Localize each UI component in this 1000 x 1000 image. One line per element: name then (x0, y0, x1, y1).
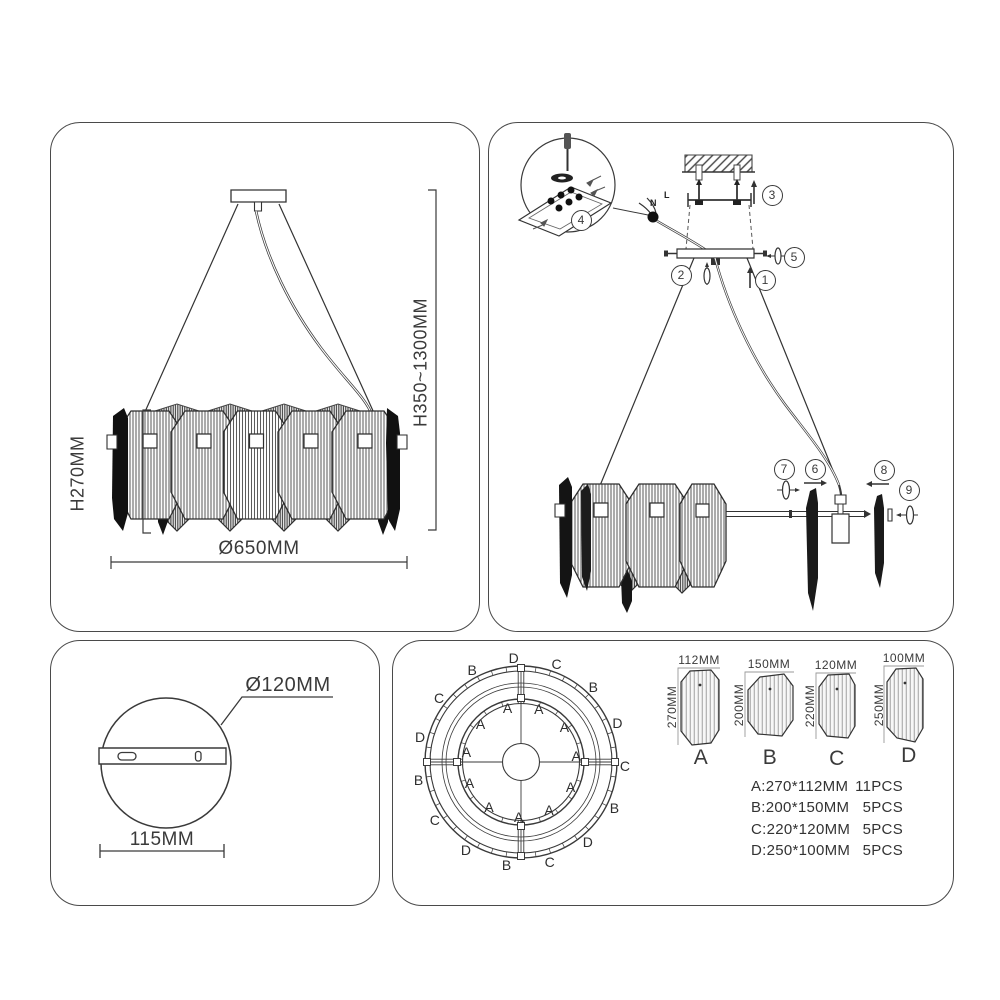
step-5-badge: 5 (784, 247, 805, 268)
parts-list-row (751, 799, 903, 819)
topview-piece-label-a: A (565, 779, 576, 796)
side-screw-icon (664, 251, 677, 257)
parts-list-row (751, 842, 903, 862)
arrow-up-step3 (751, 180, 757, 204)
arrow-left-step8 (866, 481, 889, 487)
step-1-badge: 1 (755, 270, 776, 291)
step-3-badge: 3 (762, 185, 783, 206)
piece-c-height: 220MM (803, 684, 817, 728)
topview-piece-label-a: A (571, 748, 581, 765)
dim-diameter: Ø650MM (218, 538, 300, 559)
topview-piece-label-a: A (475, 715, 486, 732)
topview-piece-label-a: A (544, 801, 554, 818)
side-screw-icon (754, 251, 767, 257)
finial-nut-step7 (777, 481, 800, 499)
panel-installation (488, 122, 954, 632)
part-spec: C:220*120MM (751, 821, 851, 838)
step-4-badge: 4 (571, 210, 592, 231)
finial-nut-step2 (704, 262, 710, 285)
piece-d-letter: D (901, 744, 917, 767)
crystal-drum (107, 404, 407, 535)
screw-icon (695, 179, 703, 205)
dim-hanging-height: H350~1300MM (410, 297, 431, 428)
topview-piece-label-a: A (484, 799, 494, 816)
piece-b-height: 200MM (732, 683, 746, 727)
anchor-plug-icon (696, 165, 702, 180)
topview-piece-label-c: C (544, 853, 555, 870)
topview-piece-label-d: D (508, 650, 519, 667)
part-qty: 5PCS (862, 821, 903, 838)
topview-piece-label-c: C (433, 689, 445, 706)
part-qty: 5PCS (862, 799, 903, 816)
lamp-socket (832, 485, 849, 543)
step-7-badge: 7 (774, 459, 795, 480)
installation-drawing (489, 123, 953, 631)
mounting-bracket (688, 179, 751, 207)
leader-line (221, 697, 333, 725)
piece-c-letter: C (829, 747, 845, 770)
topview-piece-label-d: D (582, 833, 593, 850)
topview-piece-label-d: D (415, 728, 426, 745)
slot-hole-icon (196, 752, 202, 762)
topview-piece-label-a: A (514, 809, 524, 826)
panel-front-view (50, 122, 480, 632)
step-6-badge: 6 (805, 459, 826, 480)
hanging-cables (599, 258, 839, 488)
power-cord (256, 211, 372, 415)
part-qty: 11PCS (855, 778, 903, 795)
wire-nut-icon (648, 212, 659, 223)
step-2-badge: 2 (671, 265, 692, 286)
piece-d-width: 100MM (882, 651, 926, 665)
panel-canopy-view (50, 640, 380, 906)
piece-c-width: 120MM (814, 658, 858, 672)
canopy-crossbar (99, 748, 226, 764)
topview-piece-label-a: A (559, 719, 570, 736)
topview-piece-label-a: A (502, 700, 513, 717)
crystal-panel-edge (874, 494, 884, 588)
topview-piece-label-c: C (551, 656, 562, 673)
ceiling-canopy (231, 190, 286, 211)
topview-piece-label-b: B (609, 799, 620, 816)
spacer-pin-icon (888, 509, 892, 521)
topview-piece-label-a: A (534, 701, 544, 718)
screw-icon (733, 179, 741, 205)
panel-parts (392, 640, 954, 906)
arrow-right-step6 (804, 480, 827, 486)
part-spec: B:200*150MM (751, 799, 850, 816)
finial-nut-step5 (766, 248, 785, 264)
topview-piece-label-b: B (501, 856, 512, 873)
piece-a-width: 112MM (678, 653, 720, 667)
terminal-detail-bubble (519, 133, 615, 236)
topview-piece-label-d: D (612, 715, 623, 732)
topview-piece-label-a: A (461, 743, 472, 760)
piece-b-letter: B (762, 746, 778, 769)
topview-piece-label-b: B (467, 662, 477, 679)
part-spec: D:250*100MM (751, 842, 851, 859)
anchor-plug-icon (734, 165, 740, 180)
step-9-badge: 9 (899, 480, 920, 501)
crystal-panel-edge (806, 488, 818, 611)
canopy-width-label: 115MM (129, 829, 195, 850)
canopy-diameter-label: Ø120MM (245, 674, 331, 696)
dim-body-height: H270MM (67, 435, 88, 512)
topview-piece-label-d: D (460, 842, 471, 859)
step-8-badge: 8 (874, 460, 895, 481)
finial-nut-step9 (896, 506, 918, 524)
topview-piece-label-b: B (413, 772, 424, 789)
part-spec: A:270*112MM (751, 778, 849, 795)
topview-piece-label-a: A (464, 774, 475, 791)
piece-d-height: 250MM (872, 683, 886, 727)
slot-oval-icon (118, 753, 136, 761)
part-qty: 5PCS (862, 842, 903, 859)
parts-list-row (751, 778, 903, 798)
wire-label-l: L (664, 190, 670, 200)
ceiling (682, 155, 755, 180)
parts-list-row (751, 821, 903, 841)
topview-piece-label-b: B (588, 679, 598, 696)
topview-piece-label-c: C (429, 812, 440, 829)
piece-b-width: 150MM (747, 657, 791, 671)
topview-piece-label-c: C (619, 757, 630, 774)
piece-a-height: 270MM (665, 685, 679, 729)
suspension-cables (144, 204, 374, 414)
fixture-drum (555, 477, 726, 613)
detail-leader-line (613, 208, 648, 215)
piece-a-letter: A (693, 746, 709, 769)
wire-label-n: N (650, 198, 657, 208)
